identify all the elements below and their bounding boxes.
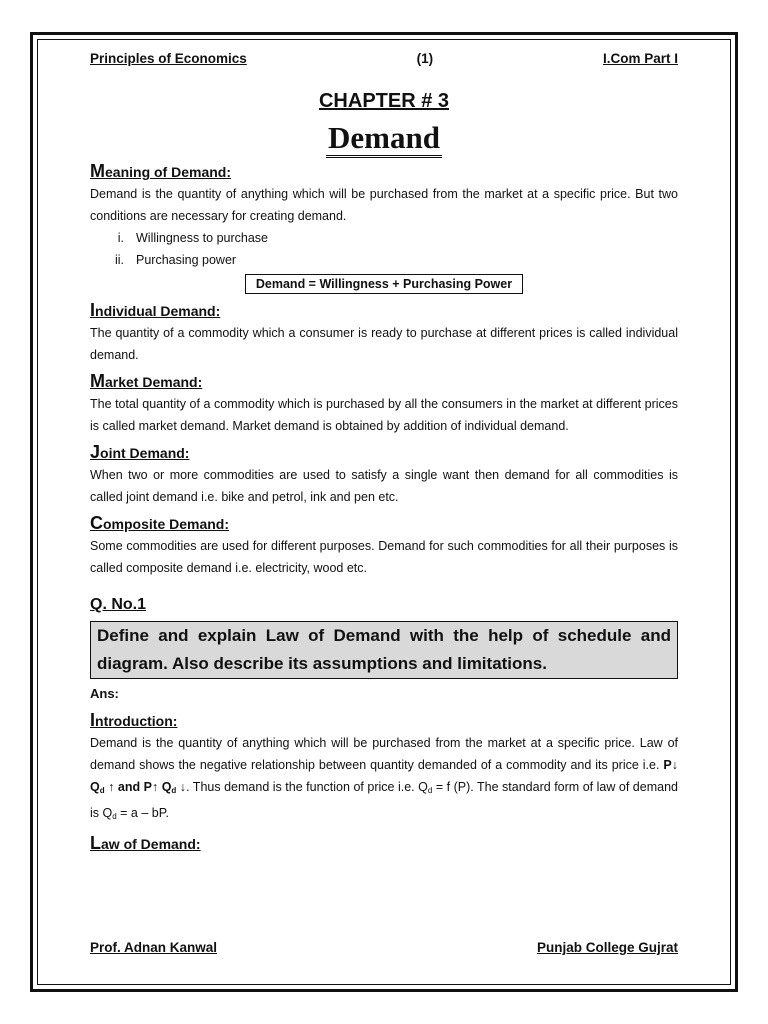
demand-formula-box: Demand = Willingness + Purchasing Power: [245, 274, 523, 294]
list-item: i. Willingness to purchase: [117, 231, 269, 245]
section-joint: [90, 441, 678, 508]
page-footer: [90, 940, 678, 955]
page-header: [90, 48, 678, 70]
section-text-composite: Some commodities are used for different purposes. Demand for such commodities for all their purposes is called composite demand i.e. electricity, wood etc.: [90, 539, 678, 575]
footer-college: Punjab College Gujrat: [536, 940, 678, 955]
page-content: [90, 48, 678, 855]
section-introduction: [90, 709, 678, 828]
answer-label: Ans:: [90, 686, 119, 701]
list-item: ii. Purchasing power: [114, 253, 237, 267]
section-text-introduction: Demand is the quantity of anything which will be purchased from the market at a specific price. Law of demand shows the negative relationship between quantity demanded of a commodity and its price i.e. P↓ $Q_d$ ↑ and P↑ $Q_d$ ↓. Thus demand is the function of price i.e. $Q_d = f$ (P). The standard form of law of demand is $Q_d = a$ – bP.: [90, 736, 678, 821]
section-meaning: [90, 160, 678, 295]
section-heading-individual: Individual Demand:: [90, 300, 221, 320]
section-heading-joint: Joint Demand:: [90, 442, 190, 462]
question-number: Q. No.1: [90, 596, 147, 613]
section-composite: [90, 512, 678, 579]
section-text-meaning: Demand is the quantity of anything which will be purchased from the market at a specific price. But two conditions are necessary for creating demand.: [90, 187, 678, 223]
section-heading-law: Law of Demand:: [90, 833, 201, 853]
section-heading-introduction: Introduction:: [90, 710, 178, 730]
section-market: [90, 370, 678, 437]
chapter-label: CHAPTER # 3: [318, 90, 450, 112]
header-class: I.Com Part I: [602, 51, 678, 66]
section-text-market: The total quantity of a commodity which is purchased by all the consumers in the market at different prices is called market demand. Market demand is obtained by addition of individual demand.: [90, 397, 678, 433]
conditions-list: [90, 227, 678, 271]
section-law: [90, 832, 678, 855]
section-text-joint: When two or more commodities are used to satisfy a single want then demand for all commodities is called joint demand i.e. bike and petrol, ink and pen etc.: [90, 468, 678, 504]
footer-author: Prof. Adnan Kanwal: [90, 940, 218, 955]
page-title: [90, 120, 678, 156]
section-heading-market: Market Demand:: [90, 371, 203, 391]
section-heading-composite: Composite Demand:: [90, 513, 230, 533]
section-heading-meaning: Meaning of Demand:: [90, 161, 232, 181]
header-subject: Principles of Economics: [90, 51, 247, 66]
section-individual: [90, 299, 678, 366]
question-box: Define and explain Law of Demand with the help of schedule and diagram. Also describe its assumptions and limitations.: [90, 621, 678, 679]
page-title-text: Demand: [326, 120, 442, 158]
header-page-number: (1): [416, 51, 434, 66]
section-text-individual: The quantity of a commodity which a consumer is ready to purchase at different prices is called individual demand.: [90, 326, 678, 362]
